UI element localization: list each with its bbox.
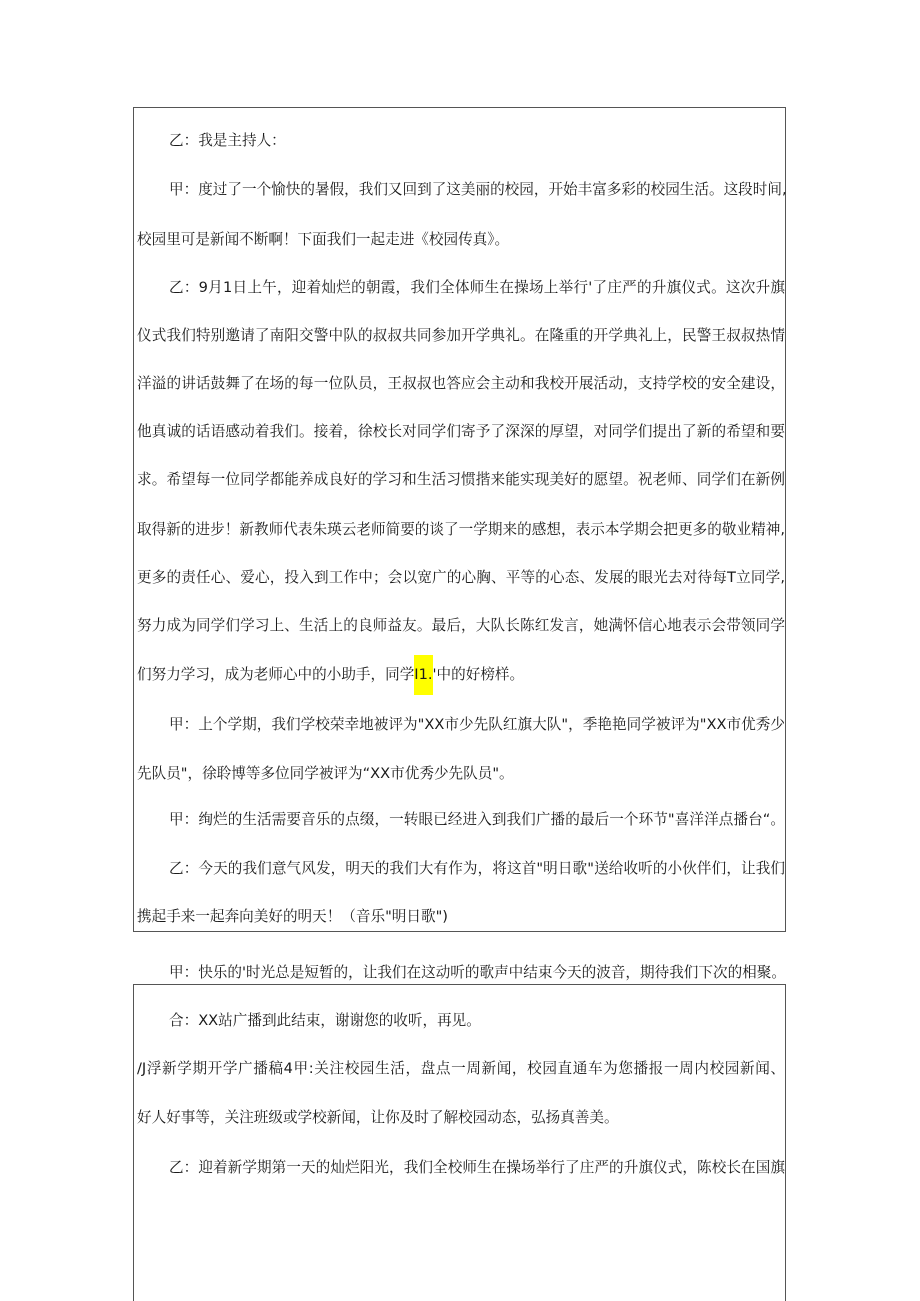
paragraph-line: 仪式我们特别邀请了南阳交警中队的叔叔共同参加开学典礼。在隆重的开学典礼上，民警王叔叔热情	[137, 327, 785, 344]
paragraph-line: 努力成为同学们学习上、生活上的良师益友。最后，大队长陈红发言，她满怀信心地表示会带领同学	[137, 617, 785, 634]
paragraph-line: 甲：绚烂的生活需要音乐的点缀，一转眼已经进入到我们广播的最后一个环节"喜洋洋点播台“。	[169, 811, 785, 828]
paragraph-line: /J浮新学期开学广播稿4甲:关注校园生活，盘点一周新闻，校园直通车为您播报一周内校园新闻、	[137, 1060, 785, 1077]
paragraph-line: 好人好事等，关注班级或学校新闻，让你及时了解校园动态，弘扬真善美。	[137, 1109, 619, 1126]
paragraph-line: 甲：上个学期，我们学校荣幸地被评为"XX市少先队红旗大队"，季艳艳同学被评为"XX市优秀少	[169, 716, 785, 733]
paragraph-line: 洋溢的讲话鼓舞了在场的每一位队员，王叔叔也答应会主动和我校开展活动，支持学校的安全建设，	[137, 375, 785, 392]
paragraph-line: 合：XX站广播到此结束，谢谢您的收听，再见。	[169, 1012, 481, 1029]
paragraph-line: 取得新的进步！新教师代表朱瑛云老师简要的谈了一学期来的感想，表示本学期会把更多的敬业精神,	[137, 521, 785, 538]
paragraph-line: 甲：度过了一个愉快的暑假，我们又回到了这美丽的校园，开始丰富多彩的校园生活。这段时间,	[169, 181, 787, 198]
paragraph-line	[137, 665, 785, 685]
paragraph-text: '中的好榜样。	[432, 666, 525, 683]
paragraph-line: 求。希望每一位同学都能养成良好的学习和生活习惯揩来能实现美好的愿望。祝老师、同学们在新例	[137, 471, 785, 488]
paragraph-line: 校园里可是新闻不断啊！下面我们一起走进《校园传真》。	[137, 231, 510, 248]
paragraph-line: 先队员"，徐聆博等多位同学被评为“XX市优秀少先队员"。	[137, 765, 514, 782]
content-frame-2	[133, 984, 786, 1301]
paragraph-line: 甲：快乐的'时光总是短暂的，让我们在这动听的歌声中结束今天的波音，期待我们下次的相聚。	[169, 964, 786, 981]
paragraph-line: 携起手来一起奔向美好的明天！（音乐"明日歌")	[137, 908, 448, 925]
paragraph-line: 乙：今天的我们意气风发，明天的我们大有作为，将这首"明日歌"送给收听的小伙伴们，让我们	[169, 860, 785, 877]
paragraph-text: 们努力学习，成为老师心中的小助手，同学	[137, 666, 415, 683]
highlighted-text: I1.	[414, 655, 432, 695]
paragraph-line: 他真诚的话语感动着我们。接着，徐校长对同学们寄予了深深的厚望，对同学们提出了新的希望和要	[137, 423, 785, 440]
paragraph-line: 乙：9月1日上午，迎着灿烂的朝霞，我们全体师生在操场上举行'了庄严的升旗仪式。这次升旗	[169, 279, 785, 296]
paragraph-line: 更多的责任心、爱心，投入到工作中；会以宽广的心胸、平等的心态、发展的眼光去对待每T立同学,	[137, 569, 785, 586]
paragraph-line: 乙：我是主持人：	[169, 132, 286, 149]
paragraph-line: 乙：迎着新学期第一天的灿烂阳光，我们全校师生在操场举行了庄严的升旗仪式，陈校长在国旗	[169, 1159, 785, 1176]
